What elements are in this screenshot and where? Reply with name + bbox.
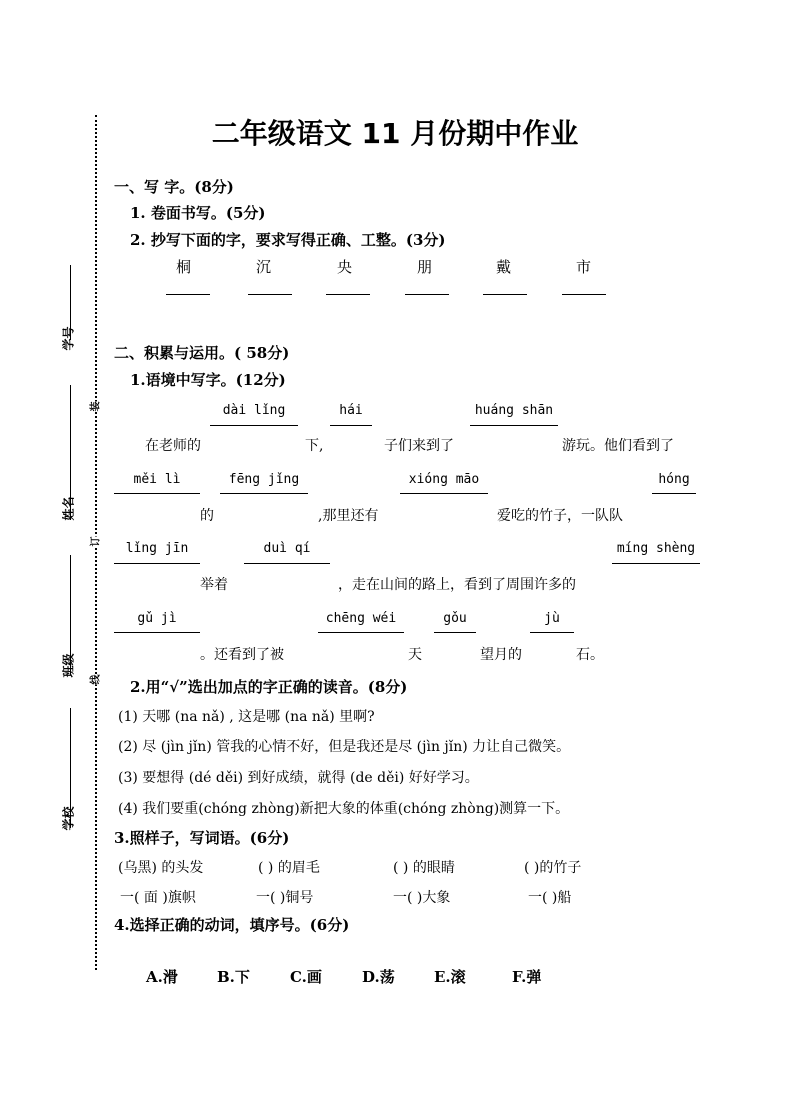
pinyin: chēng wéi <box>325 611 397 626</box>
pinyin: měi lì <box>133 472 181 487</box>
seal-char: 装 <box>86 402 103 412</box>
context-text: 在老师的 <box>145 438 201 454</box>
answer-blank[interactable] <box>166 294 210 295</box>
seal-char: 线 <box>86 675 103 685</box>
answer-blank[interactable] <box>405 294 449 295</box>
context-text: 天 <box>408 647 422 663</box>
pinyin-blank[interactable] <box>470 425 558 426</box>
verb-option: E.滚 <box>434 968 466 986</box>
phrase-item: ( )的竹子 <box>524 860 582 876</box>
verb-option: C.画 <box>290 968 322 986</box>
copy-char: 桐 <box>176 258 192 276</box>
seal-char: 订 <box>86 537 103 547</box>
pinyin-blank[interactable] <box>220 493 308 494</box>
pinyin: lǐng jīn <box>125 541 189 556</box>
pinyin: xióng māo <box>408 472 480 487</box>
reading-item: (4) 我们要重(chóng zhòng)新把大象的体重(chóng zhòng)测算一下。 <box>118 801 570 817</box>
phrase-item: 一( )大象 <box>393 890 451 906</box>
phrase-item: 一( 面 )旗帜 <box>120 890 196 906</box>
copy-char: 央 <box>337 258 353 276</box>
pinyin-blank[interactable] <box>400 493 488 494</box>
context-text: 爱吃的竹子，一队队 <box>497 508 623 524</box>
phrase-item: ( ) 的眼睛 <box>393 860 455 876</box>
pinyin-blank[interactable] <box>652 493 696 494</box>
context-text: ，走在山间的路上，看到了周围许多的 <box>338 577 576 593</box>
context-text: 。还看到了被 <box>200 647 284 663</box>
section1-q2: 2. 抄写下面的字，要求写得正确、工整。(3分) <box>130 231 446 249</box>
verb-option: F.弹 <box>512 968 542 986</box>
pinyin-blank[interactable] <box>114 493 200 494</box>
copy-char: 戴 <box>496 258 512 276</box>
context-text: 石。 <box>576 647 604 663</box>
section2-heading: 二、积累与运用。( 58分) <box>114 344 290 362</box>
context-text: 子们来到了 <box>384 438 454 454</box>
pinyin-blank[interactable] <box>244 563 330 564</box>
class-label: 班级 <box>61 653 76 678</box>
answer-blank[interactable] <box>326 294 370 295</box>
pinyin-blank[interactable] <box>318 632 404 633</box>
verb-option: A.滑 <box>146 968 178 986</box>
context-text: 举着 <box>200 577 228 593</box>
name-label: 姓名 <box>61 496 76 521</box>
pinyin: duì qí <box>263 541 311 556</box>
verb-option: B.下 <box>217 968 250 986</box>
pinyin-blank[interactable] <box>434 632 476 633</box>
context-text: 的 <box>200 508 214 524</box>
school-label: 学校 <box>61 806 76 831</box>
pinyin: gǒu <box>443 611 467 626</box>
pinyin: gǔ jì <box>137 611 177 626</box>
answer-blank[interactable] <box>248 294 292 295</box>
pinyin-blank[interactable] <box>530 632 574 633</box>
pinyin: jù <box>544 611 560 626</box>
context-text: 望月的 <box>480 647 522 663</box>
student-id-label: 学号 <box>61 326 76 351</box>
pinyin-blank[interactable] <box>114 632 200 633</box>
copy-char: 市 <box>576 258 592 276</box>
reading-item: (3) 要想得 (dé děi) 到好成绩，就得 (de děi) 好好学习。 <box>118 770 479 786</box>
reading-item: (2) 尽 (jìn jǐn) 管我的心情不好，但是我还是尽 (jìn jǐn) 力让自己微笑。 <box>118 739 571 755</box>
answer-blank[interactable] <box>562 294 606 295</box>
pinyin: míng shèng <box>616 541 696 556</box>
pinyin: hóng <box>658 472 690 487</box>
pinyin: dài lǐng <box>222 403 286 418</box>
pinyin-blank[interactable] <box>612 563 700 564</box>
copy-char: 朋 <box>417 258 433 276</box>
phrase-item: 一( )铜号 <box>256 890 314 906</box>
context-text: 下, <box>305 438 324 454</box>
section2-q1-heading: 1.语境中写字。(12分) <box>130 371 286 389</box>
pinyin: hái <box>339 403 363 418</box>
section2-q2-heading: 2.用“√”选出加点的字正确的读音。(8分) <box>130 678 408 696</box>
pinyin: huáng shān <box>474 403 554 418</box>
phrase-item: (乌黑) 的头发 <box>118 860 204 876</box>
verb-option: D.荡 <box>362 968 395 986</box>
pinyin-blank[interactable] <box>114 563 200 564</box>
section2-q3-heading: 3.照样子，写词语。(6分) <box>114 829 290 847</box>
answer-blank[interactable] <box>483 294 527 295</box>
phrase-item: ( ) 的眉毛 <box>258 860 320 876</box>
pinyin: fēng jǐng <box>228 472 300 487</box>
section1-q1: 1. 卷面书写。(5分) <box>130 204 266 222</box>
pinyin-blank[interactable] <box>210 425 298 426</box>
pinyin-blank[interactable] <box>330 425 372 426</box>
section1-heading: 一、写 字。(8分) <box>114 178 234 196</box>
phrase-item: 一( )船 <box>528 890 572 906</box>
reading-item: (1) 天哪 (na nǎ) , 这是哪 (na nǎ) 里啊? <box>118 709 375 725</box>
page-title: 二年级语文 11 月份期中作业 <box>211 117 579 150</box>
context-text: 游玩。他们看到了 <box>562 438 674 454</box>
context-text: ,那里还有 <box>318 508 379 524</box>
copy-char: 沉 <box>256 258 272 276</box>
section2-q4-heading: 4.选择正确的动词，填序号。(6分) <box>114 916 350 934</box>
